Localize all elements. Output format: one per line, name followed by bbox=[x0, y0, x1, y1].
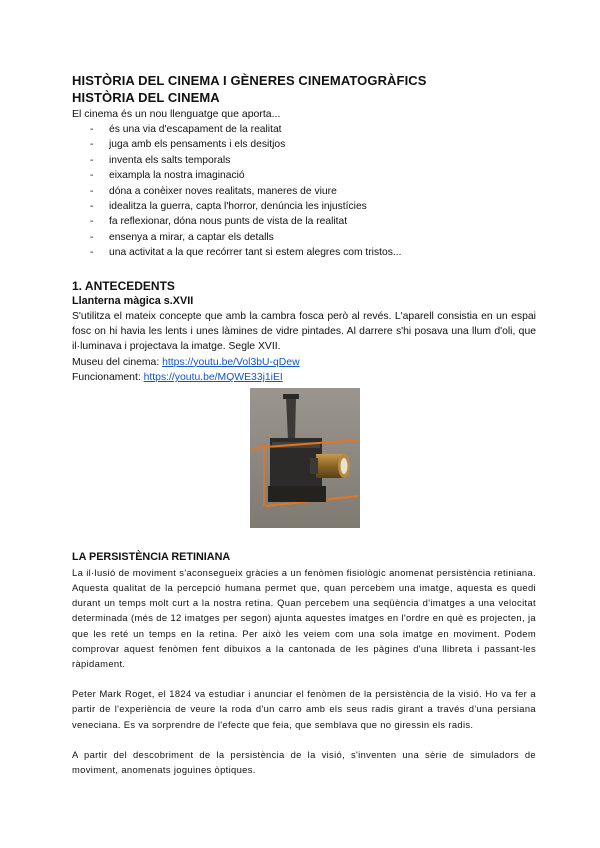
document-subtitle: HISTÒRIA DEL CINEMA bbox=[72, 90, 220, 105]
museum-link-line bbox=[72, 355, 536, 370]
function-link[interactable]: https://youtu.be/MQWE33j1iEI bbox=[143, 372, 283, 384]
magic-lantern-illustration bbox=[250, 388, 360, 528]
document-page bbox=[72, 72, 536, 777]
contributions-list bbox=[72, 122, 536, 261]
list-item: - idealitza la guerra, capta l'horror, denúncia les injustícies bbox=[72, 199, 536, 214]
section-heading-antecedents: 1. ANTECEDENTS bbox=[72, 278, 175, 293]
list-item: - és una via d'escapament de la realitat bbox=[72, 122, 536, 137]
list-item: - juga amb els pensaments i els desitjos bbox=[72, 137, 536, 152]
magic-lantern-image bbox=[250, 388, 360, 528]
list-item: - una activitat a la que recórrer tant si estem alegres com tristos... bbox=[72, 245, 536, 260]
subheading-magic-lantern: Llanterna màgica s.XVII bbox=[72, 294, 194, 307]
persistence-paragraph-2: Peter Mark Roget, el 1824 va estudiar i anunciar el fenòmen de la persistència de la visió. Ho va fer a partir de l'experiència de veure la roda d'un carro amb els seus radis girant a través d'una persiana veneciana. Es va sorprendre de l'efecte que feia, que semblava que no giressin els radis. bbox=[72, 688, 536, 730]
magic-lantern-paragraph: S'utilitza el mateix concepte que amb la cambra fosca però al revés. L'aparell consistia en un espai fosc on hi havia les lents i unes làmines de vidre pintades. Al darrere s'hi posava una llum d'oli, que il·luminava i projectava la imatge. Segle XVII. bbox=[72, 310, 536, 353]
museum-label: Museu del cinema: bbox=[72, 356, 163, 368]
section-heading-persistence: LA PERSISTÈNCIA RETINIANA bbox=[72, 550, 231, 563]
function-label: Funcionament: bbox=[72, 372, 144, 384]
museum-link[interactable]: https://youtu.be/Vol3bU-qDew bbox=[162, 356, 300, 368]
list-item: - inventa els salts temporals bbox=[72, 153, 536, 168]
intro-text: El cinema és un nou llenguatge que aporta... bbox=[72, 108, 281, 120]
list-item: - dóna a conèixer noves realitats, maneres de viure bbox=[72, 184, 536, 199]
list-item: - ensenya a mirar, a captar els detalls bbox=[72, 230, 536, 245]
persistence-paragraph-3: A partir del descobriment de la persistència de la visió, s'inventen una sèrie de simuladors de moviment, anomenats joguines òptiques. bbox=[72, 748, 536, 775]
function-link-line bbox=[72, 370, 536, 385]
persistence-paragraph-1: La il·lusió de moviment s'aconsegueix gràcies a un fenòmen fisiològic anomenat persistència retiniana. Aquesta qualitat de la percepció humana permet que, quan percebem una imatge, aquesta es quedi durant un temps molt curt a la nostra retina. Quan percebem una seqüència d'imatges a una velocitat determinada (més de 12 imatges per segon) ajunta aquestes imatges en l'ordre en què es projecten, ja que les reté un temps en la retina. Per això les veiem com una sola imatge en moviment. Podem comprovar aquest fenòmen fent dibuixos a la cantonada de les pàgines d'una llibreta i passant-les ràpidament. bbox=[72, 566, 536, 669]
document-title: HISTÒRIA DEL CINEMA I GÈNERES CINEMATOGRÀFICS bbox=[72, 73, 427, 88]
list-item: - eixampla la nostra imaginació bbox=[72, 168, 536, 183]
list-item: - fa reflexionar, dóna nous punts de vista de la realitat bbox=[72, 214, 536, 229]
